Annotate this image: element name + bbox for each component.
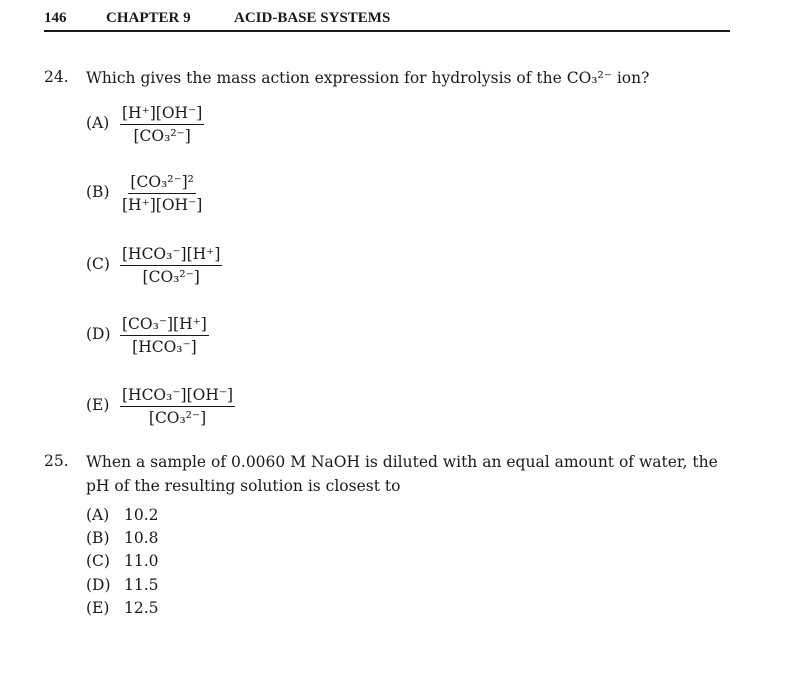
question-stem-line-2: pH of the resulting solution is closest to: [86, 477, 401, 495]
fraction: [120, 386, 235, 427]
fraction-numerator: [CO₃²⁻]²: [128, 173, 195, 194]
fraction-numerator: [HCO₃⁻][H⁺]: [120, 245, 222, 266]
fraction: [120, 315, 209, 356]
question-24: [44, 68, 744, 92]
option-value: 11.5: [124, 576, 159, 594]
option-label: (E): [86, 599, 110, 617]
option-value: 12.5: [124, 599, 159, 617]
choice-label: (B): [86, 183, 110, 201]
choice-label: (A): [86, 114, 110, 132]
fraction-numerator: [HCO₃⁻][OH⁻]: [120, 386, 235, 407]
option-value: 10.8: [124, 529, 159, 547]
fraction-numerator: [H⁺][OH⁻]: [120, 104, 204, 125]
chapter-label: CHAPTER 9: [106, 10, 191, 26]
fraction: [120, 245, 222, 286]
choice-label: (E): [86, 396, 110, 414]
question-stem: Which gives the mass action expression for hydrolysis of the CO₃²⁻ ion?: [86, 69, 650, 87]
option-label: (A): [86, 506, 110, 524]
fraction-denominator: [HCO₃⁻]: [132, 338, 197, 356]
choice-label: (C): [86, 255, 110, 273]
fraction: [120, 173, 204, 214]
chapter-title: ACID-BASE SYSTEMS: [234, 10, 391, 26]
question-number: 24.: [44, 68, 69, 86]
option-label: (D): [86, 576, 111, 594]
question-number: 25.: [44, 452, 69, 470]
fraction-denominator: [CO₃²⁻]: [142, 268, 200, 286]
choice-label: (D): [86, 325, 111, 343]
option-label: (C): [86, 552, 110, 570]
fraction-denominator: [H⁺][OH⁻]: [122, 196, 203, 214]
option-value: 10.2: [124, 506, 159, 524]
page-number: 146: [44, 10, 67, 26]
fraction-denominator: [CO₃²⁻]: [148, 409, 207, 427]
fraction: [120, 104, 204, 145]
option-value: 11.0: [124, 552, 159, 570]
running-header: [44, 10, 730, 30]
header-rule: [44, 30, 730, 32]
fraction-numerator: [CO₃⁻][H⁺]: [120, 315, 209, 336]
question-stem-line-1: When a sample of 0.0060 M NaOH is diluted with an equal amount of water, the: [86, 453, 718, 471]
option-label: (B): [86, 529, 110, 547]
fraction-denominator: [CO₃²⁻]: [133, 127, 191, 145]
question-25: [44, 450, 744, 500]
